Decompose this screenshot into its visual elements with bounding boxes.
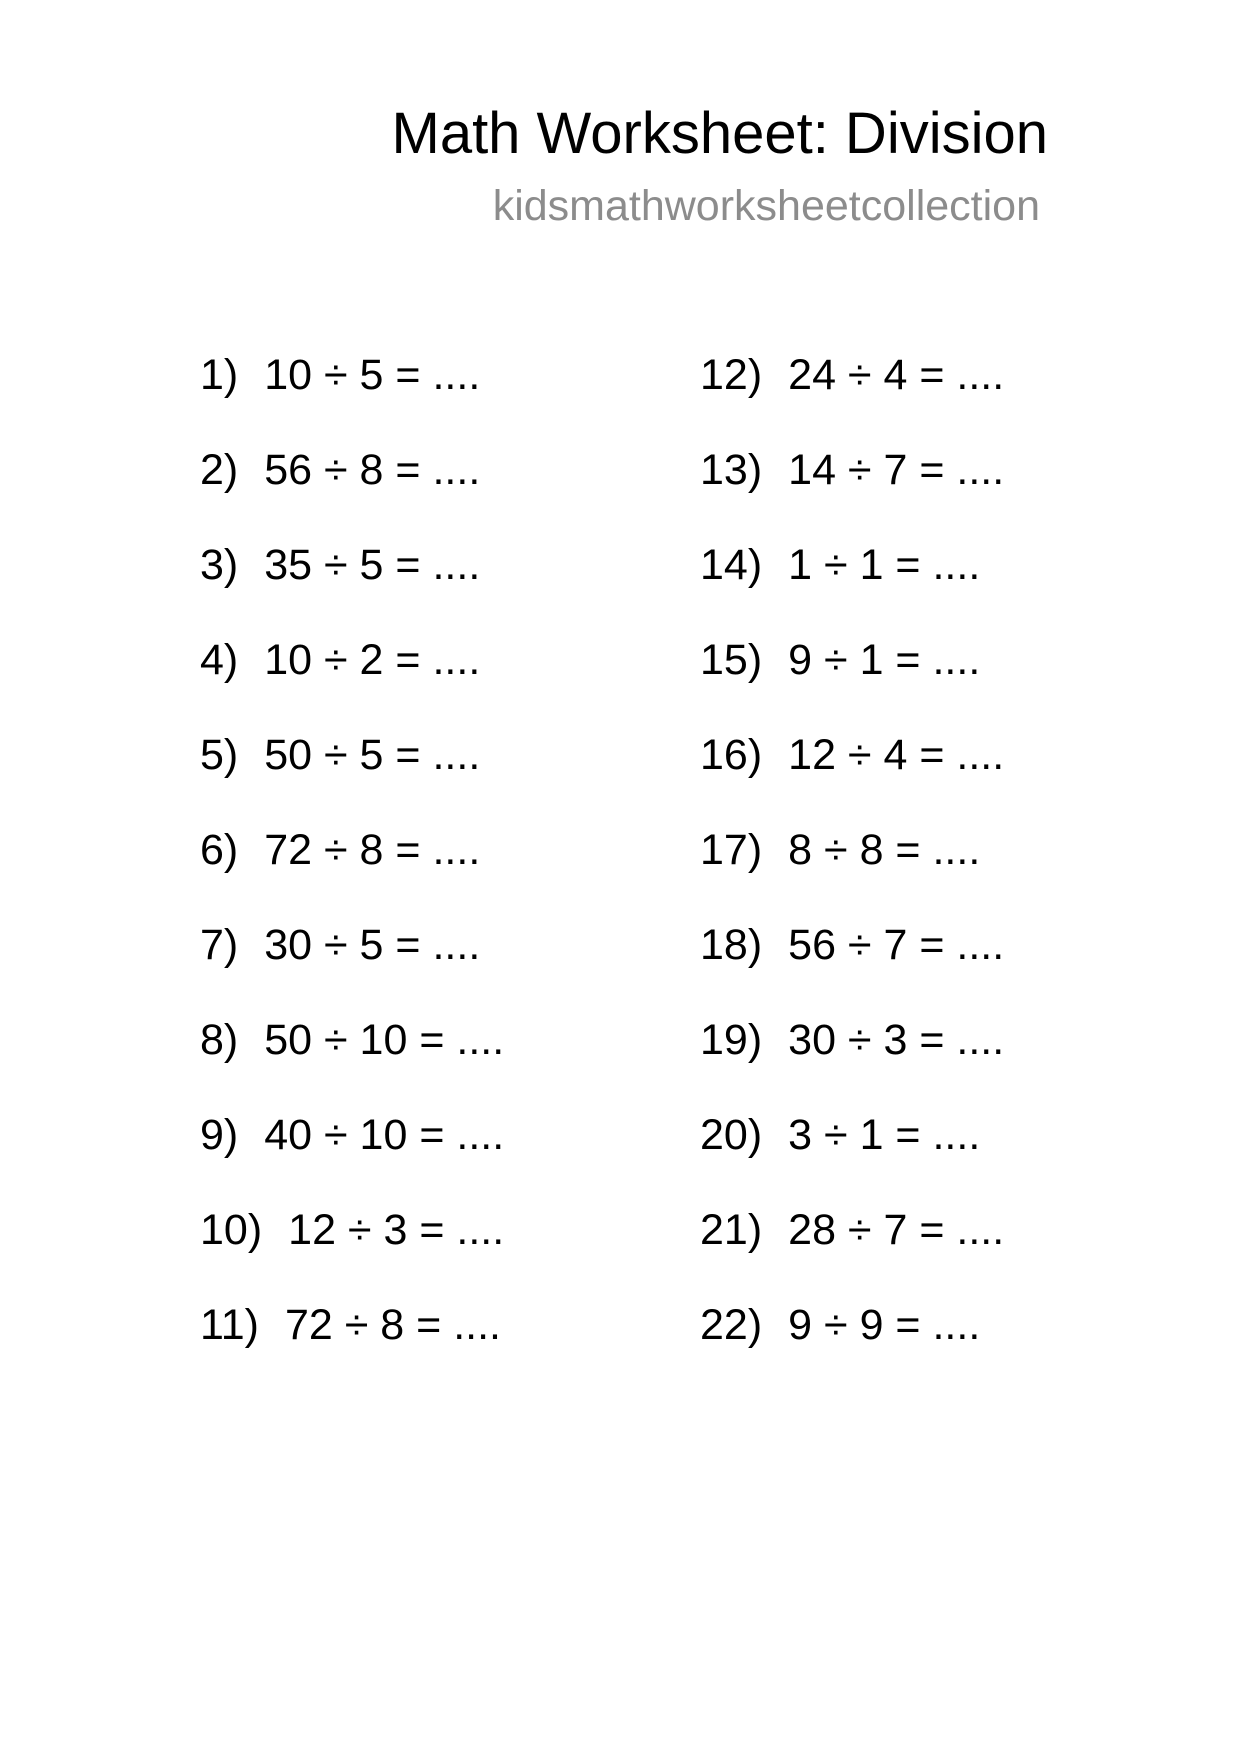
problem-number: 10) xyxy=(200,1206,263,1254)
problem-number: 19) xyxy=(700,1016,763,1064)
problem-item xyxy=(700,915,1004,1010)
problem-expression: 3 ÷ 1 = .... xyxy=(788,1111,981,1159)
problem-number: 14) xyxy=(700,541,763,589)
problem-number: 13) xyxy=(700,446,763,494)
problem-number: 16) xyxy=(700,731,763,779)
page-subtitle: kidsmathworksheetcollection xyxy=(492,182,1040,230)
problem-expression: 50 ÷ 10 = .... xyxy=(264,1016,505,1064)
problem-number: 8) xyxy=(200,1016,239,1064)
problem-number: 17) xyxy=(700,826,763,874)
problem-item xyxy=(200,535,504,630)
problem-item xyxy=(200,1200,504,1295)
problem-item xyxy=(200,1105,504,1200)
problem-expression: 28 ÷ 7 = .... xyxy=(788,1206,1005,1254)
problem-item xyxy=(700,1200,1004,1295)
problem-number: 21) xyxy=(700,1206,763,1254)
problem-expression: 30 ÷ 3 = .... xyxy=(788,1016,1005,1064)
problem-number: 6) xyxy=(200,826,239,874)
problem-expression: 14 ÷ 7 = .... xyxy=(788,446,1005,494)
problem-number: 7) xyxy=(200,921,239,969)
problem-item xyxy=(700,345,1004,440)
problem-expression: 8 ÷ 8 = .... xyxy=(788,826,981,874)
problem-item xyxy=(700,630,1004,725)
problem-expression: 12 ÷ 4 = .... xyxy=(788,731,1005,779)
problem-item xyxy=(200,915,504,1010)
problem-number: 9) xyxy=(200,1111,239,1159)
problem-expression: 50 ÷ 5 = .... xyxy=(264,731,481,779)
problem-number: 11) xyxy=(200,1301,259,1349)
problem-number: 15) xyxy=(700,636,763,684)
problem-expression: 56 ÷ 7 = .... xyxy=(788,921,1005,969)
problem-expression: 40 ÷ 10 = .... xyxy=(264,1111,505,1159)
problem-list xyxy=(200,345,1040,1349)
problem-expression: 72 ÷ 8 = .... xyxy=(264,826,481,874)
problem-number: 1) xyxy=(200,351,239,399)
problem-item xyxy=(700,820,1004,915)
problem-number: 3) xyxy=(200,541,239,589)
problem-item xyxy=(200,725,504,820)
problem-expression: 24 ÷ 4 = .... xyxy=(788,351,1005,399)
problem-number: 4) xyxy=(200,636,239,684)
problem-item xyxy=(200,440,504,535)
problem-item xyxy=(700,440,1004,535)
problem-item xyxy=(700,1010,1004,1105)
problem-expression: 10 ÷ 5 = .... xyxy=(264,351,481,399)
problem-expression: 9 ÷ 9 = .... xyxy=(788,1301,981,1349)
problem-expression: 12 ÷ 3 = .... xyxy=(288,1206,505,1254)
problem-item xyxy=(700,725,1004,820)
problem-item xyxy=(700,535,1004,630)
problem-item xyxy=(200,345,504,440)
problem-item xyxy=(700,1105,1004,1200)
problem-expression: 9 ÷ 1 = .... xyxy=(788,636,981,684)
problem-number: 18) xyxy=(700,921,763,969)
problem-expression: 56 ÷ 8 = .... xyxy=(264,446,481,494)
page-title: Math Worksheet: Division xyxy=(391,101,1048,166)
worksheet-header xyxy=(392,96,1049,234)
problem-number: 12) xyxy=(700,351,763,399)
problem-column-left xyxy=(200,345,504,1390)
problem-item xyxy=(200,820,504,915)
problem-number: 22) xyxy=(700,1301,763,1349)
problem-item xyxy=(200,1295,504,1390)
problem-expression: 10 ÷ 2 = .... xyxy=(264,636,481,684)
problem-expression: 30 ÷ 5 = .... xyxy=(264,921,481,969)
problem-item xyxy=(200,1010,504,1105)
problem-item xyxy=(200,630,504,725)
problem-number: 2) xyxy=(200,446,239,494)
problem-number: 20) xyxy=(700,1111,763,1159)
problem-item xyxy=(700,1295,1004,1390)
problem-column-right xyxy=(700,345,1004,1390)
problem-expression: 1 ÷ 1 = .... xyxy=(788,541,981,589)
problem-expression: 72 ÷ 8 = .... xyxy=(284,1301,501,1349)
problem-expression: 35 ÷ 5 = .... xyxy=(264,541,481,589)
problem-number: 5) xyxy=(200,731,239,779)
